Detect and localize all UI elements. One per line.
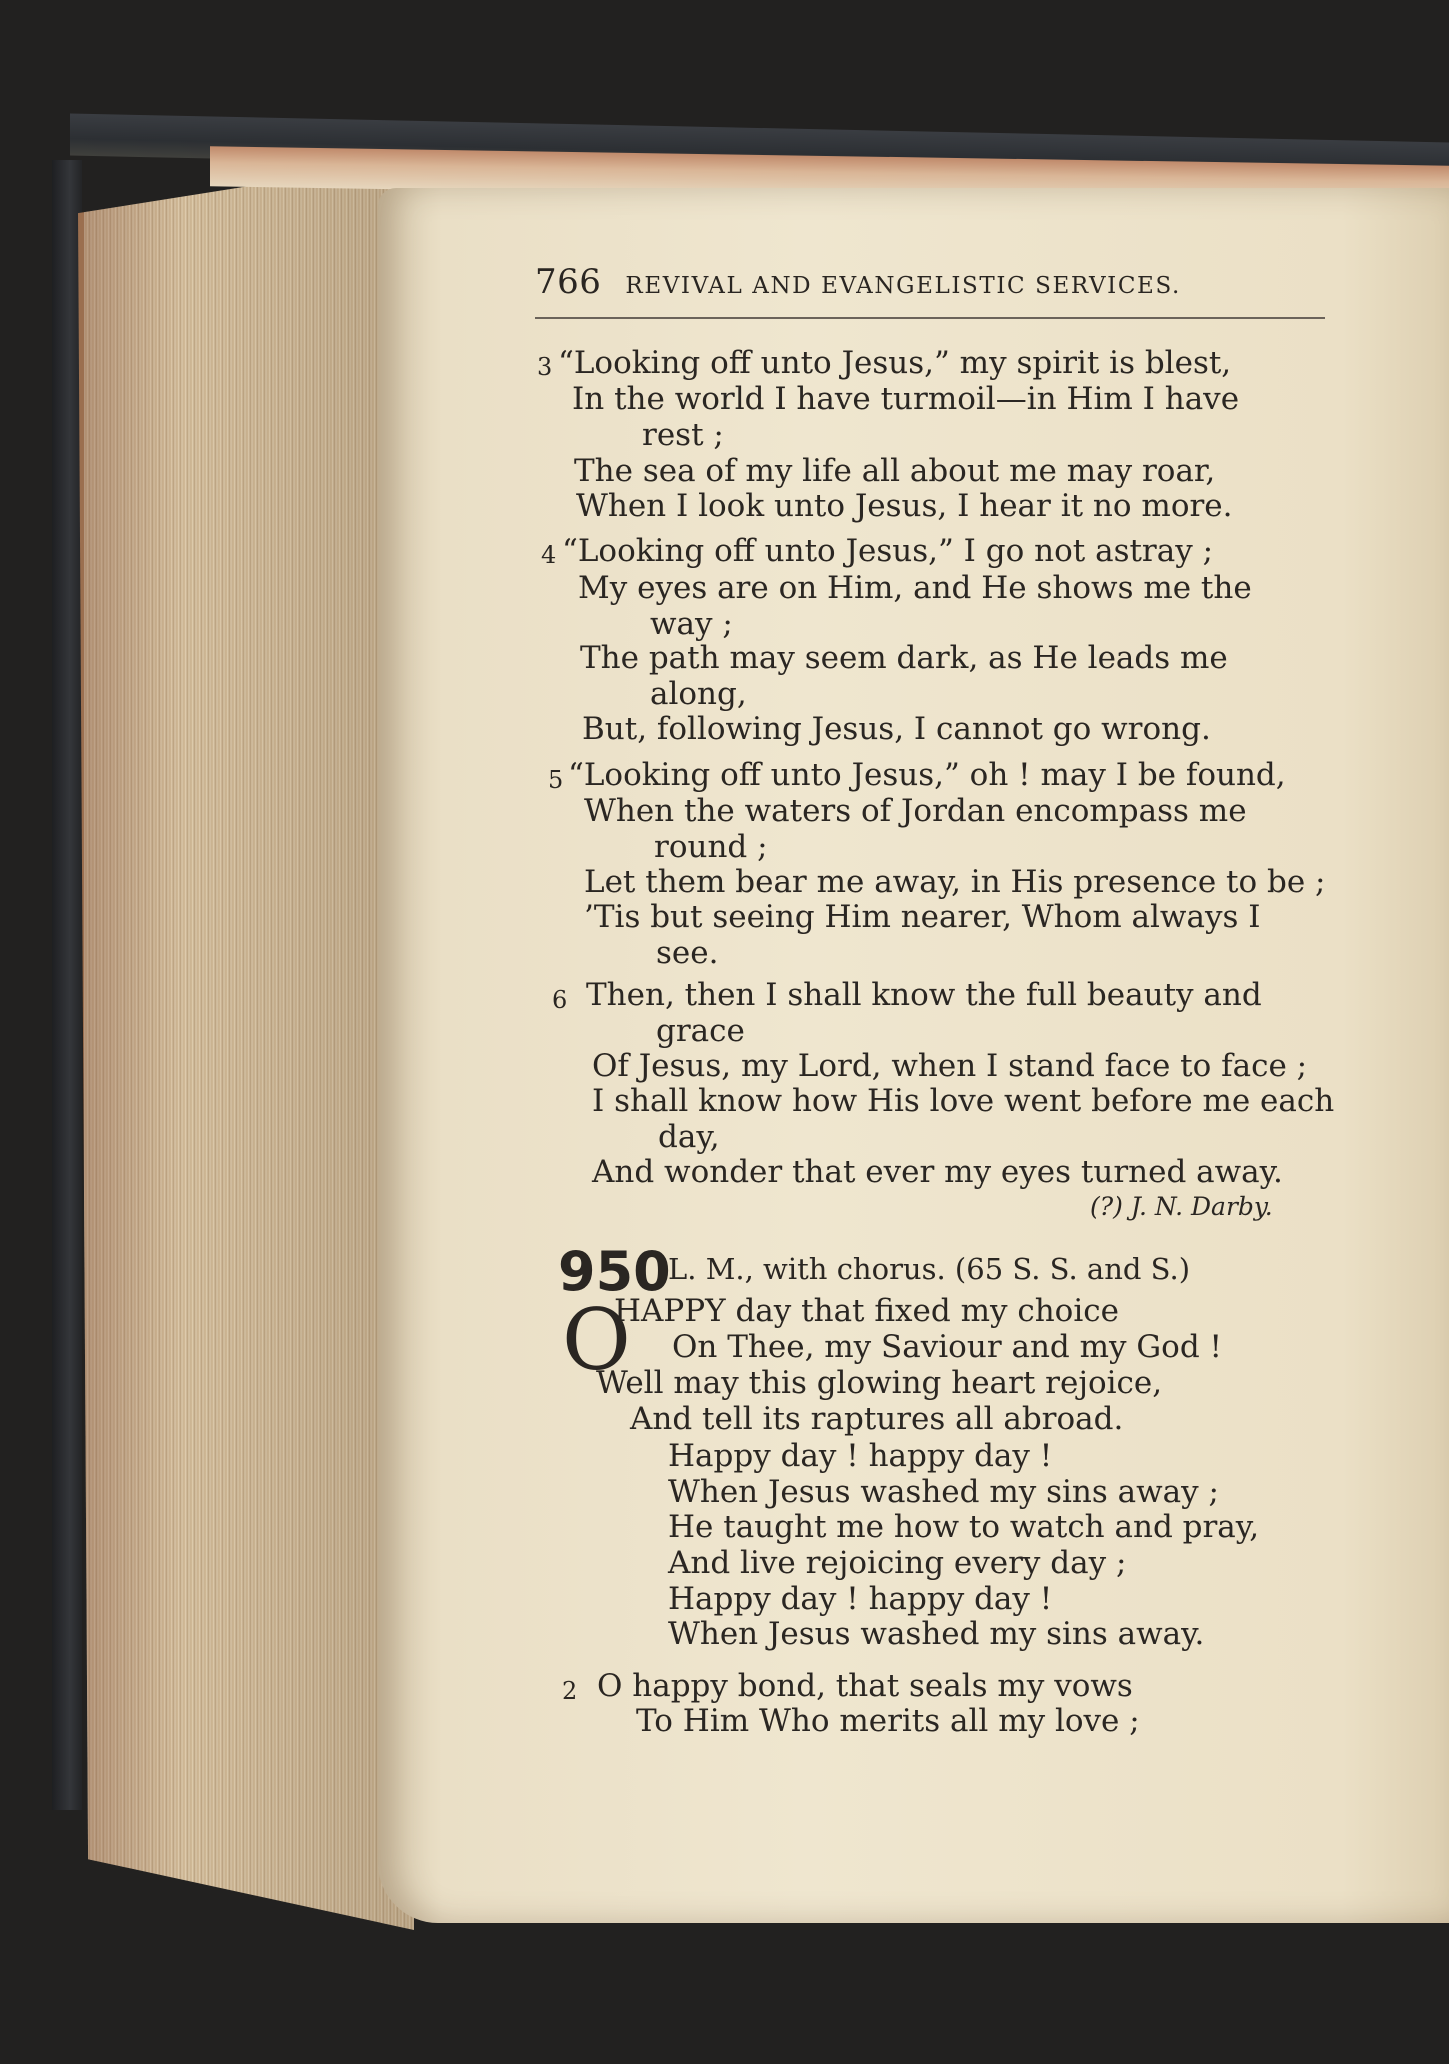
running-head xyxy=(535,262,1325,302)
verse-line: “Looking off unto Jesus,” I go not astray ; xyxy=(562,533,1214,569)
verse-line: HAPPY day that fixed my choice xyxy=(614,1293,1119,1329)
verse-line: In the world I have turmoil—in Him I have xyxy=(572,381,1240,417)
attribution: (?) J. N. Darby. xyxy=(1090,1192,1273,1221)
verse-line: Well may this glowing heart rejoice, xyxy=(596,1365,1163,1401)
verse-line: I shall know how His love went before me each xyxy=(592,1083,1335,1119)
verse-line: “Looking off unto Jesus,” my spirit is blest, xyxy=(558,345,1232,381)
verse-line: My eyes are on Him, and He shows me the xyxy=(578,570,1252,606)
verse-line: “Looking off unto Jesus,” oh ! may I be found, xyxy=(568,757,1286,793)
page-edges xyxy=(78,160,414,1930)
verse-number: 4 xyxy=(541,541,557,569)
verse-number: 5 xyxy=(548,766,564,794)
header-rule xyxy=(535,317,1325,319)
verse-line: The sea of my life all about me may roar, xyxy=(574,453,1216,489)
verse-number: 2 xyxy=(562,1677,578,1705)
verse-line: The path may seem dark, as He leads me xyxy=(580,640,1228,676)
page-number: 766 xyxy=(535,262,602,302)
verse-line: day, xyxy=(658,1119,720,1155)
verse-line: O happy bond, that seals my vows xyxy=(597,1668,1133,1704)
chorus-line: Happy day ! happy day ! xyxy=(668,1438,1053,1474)
verse-number: 3 xyxy=(537,353,553,381)
hymn-number: 950 xyxy=(558,1240,671,1303)
verse-line: round ; xyxy=(654,829,768,865)
verse-line: When I look unto Jesus, I hear it no more. xyxy=(576,488,1233,524)
verse-line: Let them bear me away, in His presence to be ; xyxy=(584,864,1326,900)
verse-line: And wonder that ever my eyes turned away. xyxy=(592,1154,1283,1190)
chorus-line: When Jesus washed my sins away. xyxy=(668,1616,1205,1652)
chorus-line: And live rejoicing every day ; xyxy=(668,1545,1127,1581)
chorus-line: When Jesus washed my sins away ; xyxy=(668,1474,1219,1510)
verse-line: ’Tis but seeing Him nearer, Whom always I xyxy=(584,899,1261,935)
hymn-meter: L. M., with chorus. (65 S. S. and S.) xyxy=(668,1252,1191,1286)
verse-line: On Thee, my Saviour and my God ! xyxy=(672,1329,1222,1365)
verse-line: But, following Jesus, I cannot go wrong. xyxy=(582,711,1211,747)
verse-line: And tell its raptures all abroad. xyxy=(630,1401,1124,1437)
chorus-line: Happy day ! happy day ! xyxy=(668,1581,1053,1617)
verse-line: see. xyxy=(656,935,719,971)
verse-line: Then, then I shall know the full beauty and xyxy=(586,977,1262,1013)
verse-line: To Him Who merits all my love ; xyxy=(636,1703,1140,1739)
drop-cap: O xyxy=(562,1291,631,1389)
running-head-title: REVIVAL AND EVANGELISTIC SERVICES. xyxy=(625,273,1181,299)
verse-line: grace xyxy=(656,1013,745,1049)
verse-line: way ; xyxy=(650,606,733,642)
verse-line: Of Jesus, my Lord, when I stand face to face ; xyxy=(592,1048,1308,1084)
chorus-line: He taught me how to watch and pray, xyxy=(668,1509,1260,1545)
verse-line: When the waters of Jordan encompass me xyxy=(584,793,1247,829)
verse-line: rest ; xyxy=(642,417,724,453)
verse-number: 6 xyxy=(552,986,568,1014)
book-cover-left xyxy=(52,160,82,1810)
verse-line: along, xyxy=(650,676,747,712)
